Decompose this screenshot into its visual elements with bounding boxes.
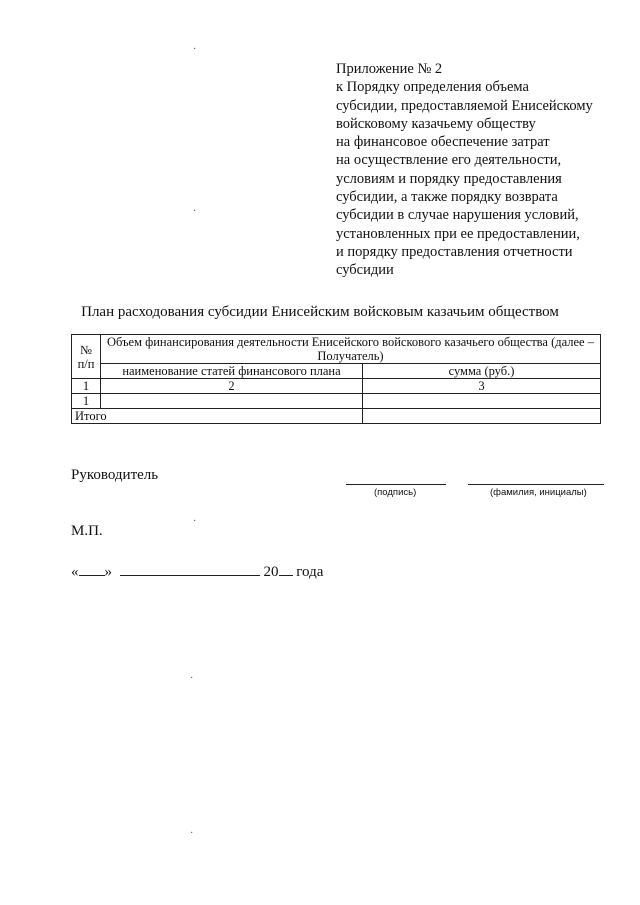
year-blank [279, 561, 293, 576]
appendix-line: субсидии [336, 262, 394, 279]
row-num-cell: 1 [72, 394, 101, 409]
table-row [72, 379, 601, 394]
plan-table [71, 334, 601, 424]
date-open-quote: « [71, 564, 79, 580]
appendix-line: субсидии, предоставляемой Енисейскому [336, 97, 593, 114]
scan-speck: · [193, 516, 197, 527]
year-suffix: года [296, 564, 324, 580]
row-name-cell [101, 394, 363, 409]
header-name-cell: наименование статей финансового плана [101, 364, 363, 379]
day-blank [79, 561, 105, 576]
appendix-line: субсидии в случае нарушения условий, [336, 207, 579, 224]
appendix-line: условиям и порядку предоставления [336, 170, 562, 187]
appendix-line: на финансовое обеспечение затрат [336, 134, 550, 151]
scan-speck: · [193, 44, 197, 55]
stamp-label: М.П. [71, 523, 103, 539]
header-sum-cell: сумма (руб.) [363, 364, 601, 379]
scan-speck: · [193, 206, 197, 217]
signature-caption: (подпись) [374, 487, 417, 498]
appendix-line: установленных при ее предоставлении, [336, 225, 580, 242]
scan-speck: · [190, 673, 194, 684]
month-blank [120, 561, 260, 576]
appendix-line: и порядку предоставления отчетности [336, 243, 573, 260]
table-total-row [72, 409, 601, 424]
row-num-cell: 1 [72, 379, 101, 394]
row-sum-cell [363, 394, 601, 409]
row-name-cell: 2 [101, 379, 363, 394]
signature-line [346, 484, 446, 485]
row-sum-cell: 3 [363, 379, 601, 394]
appendix-line: субсидии, а также порядку возврата [336, 189, 558, 206]
name-caption: (фамилия, инициалы) [490, 487, 587, 498]
plan-title: План расходования субсидии Енисейским войсковым казачьим обществом [81, 304, 559, 320]
appendix-line: Приложение № 2 [336, 61, 443, 77]
appendix-line: к Порядку определения объема [336, 79, 529, 96]
name-line [468, 484, 604, 485]
date-row [71, 561, 323, 581]
date-close-quote: » [104, 564, 112, 580]
year-prefix: 20 [263, 564, 279, 580]
scan-speck: · [190, 828, 194, 839]
header-main-cell: Объем финансирования деятельности Енисейского войскового казачьего общества (далее – Получатель) [101, 335, 601, 364]
table-row [72, 394, 601, 409]
table-header-row [72, 335, 601, 364]
appendix-line: на осуществление его деятельности, [336, 152, 562, 169]
appendix-block [336, 60, 636, 280]
total-label-cell: Итого [72, 409, 363, 424]
table-subheader-row [72, 364, 601, 379]
header-num-cell: № п/п [72, 335, 101, 379]
appendix-line: войсковому казачьему обществу [336, 115, 536, 132]
total-sum-cell [363, 409, 601, 424]
head-label: Руководитель [71, 467, 159, 483]
